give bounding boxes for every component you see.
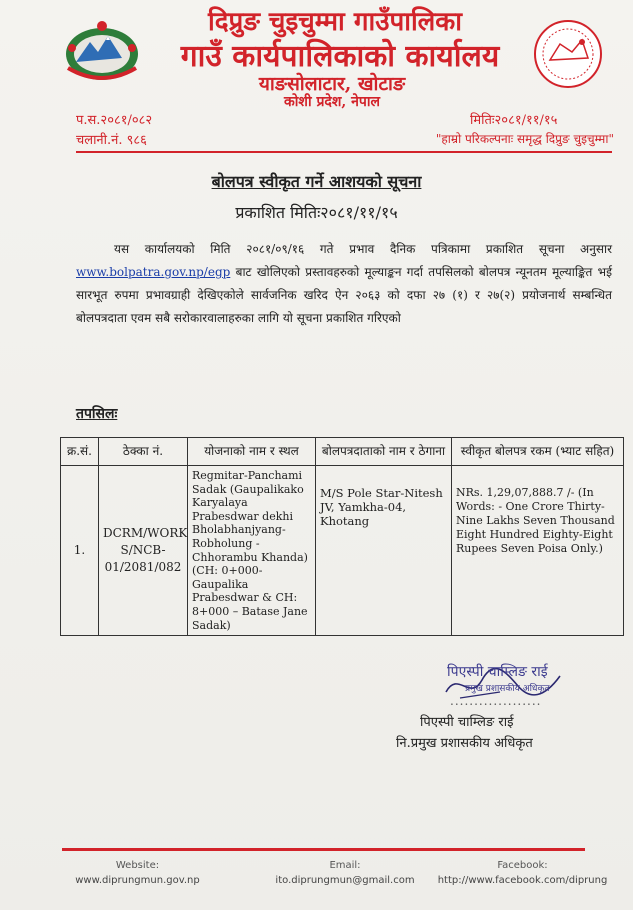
table-row xyxy=(61,466,624,636)
footer-email xyxy=(255,858,435,888)
cell-sn: 1. xyxy=(61,466,99,636)
signatory-name: पिएस्पी चाम्लिङ राई xyxy=(420,715,514,730)
letterhead-municipality-name: दिप्रुङ चुइचुम्मा गाउँपालिका xyxy=(207,7,463,37)
footer-website-link[interactable]: www.diprungmun.gov.np xyxy=(75,875,200,886)
cell-contract-no: DCRM/WORK S/NCB-01/2081/082 xyxy=(99,466,188,636)
municipality-logo-icon xyxy=(532,18,604,90)
letterhead-slogan: "हाम्रो परिकल्पनाः समृद्ध दिप्रुङ चुइचुम्मा" xyxy=(435,132,614,146)
letter-date: मितिः२०८१/११/१५ xyxy=(470,113,558,128)
col-header-bidder: बोलपत्रदाताको नाम र ठेगाना xyxy=(316,438,452,466)
letterhead-province: कोशी प्रदेश, नेपाल xyxy=(284,94,380,110)
letterhead-office-name: गाउँ कार्यपालिकाको कार्यालय xyxy=(180,39,500,74)
dispatch-number: चलानी.नं. ९८६ xyxy=(76,133,147,148)
header-divider xyxy=(76,151,612,153)
cell-project: Regmitar-Panchami Sadak (Gaupalikako Karyalaya Prabesdwar dekhi Bholabhanjyang-Robholung -Chhorambu Khanda) (CH: 0+000- Gaupalika Prabesdwar & CH: 8+000 – Batase Jane Sadak) xyxy=(188,466,316,636)
col-header-project: योजनाको नाम र स्थल xyxy=(188,438,316,466)
schedule-heading: तपसिलः xyxy=(76,406,118,422)
signature-line: ................... xyxy=(450,694,542,708)
letterhead-location: याङसोलाटार, खोटाङ xyxy=(258,73,406,95)
cell-bidder: M/S Pole Star-Nitesh JV, Yamkha-04, Khotang xyxy=(316,466,452,636)
notice-title: बोलपत्र स्वीकृत गर्ने आशयको सूचना xyxy=(211,172,422,191)
notice-published-date: प्रकाशित मितिः२०८१/११/१५ xyxy=(235,203,398,222)
footer-divider xyxy=(62,848,585,851)
cell-amount: NRs. 1,29,07,888.7 /- (In Words: - One Crore Thirty-Nine Lakhs Seven Thousand Eight Hundred Eighty-Eight Rupees Seven Poisa Only.) xyxy=(452,466,624,636)
nepal-emblem-icon xyxy=(62,18,142,84)
signature-stamp-title: प्रमुख प्रशासकीय अधिकृत xyxy=(465,684,550,694)
col-header-sn: क्र.सं. xyxy=(61,438,99,466)
notice-body xyxy=(76,238,612,330)
bolpatra-link[interactable]: www.bolpatra.gov.np/egp xyxy=(76,265,231,279)
col-header-contract: ठेक्का नं. xyxy=(99,438,188,466)
footer-email-link[interactable]: ito.diprungmun@gmail.com xyxy=(275,875,415,886)
footer-facebook-link[interactable]: http://www.facebook.com/diprung xyxy=(437,875,608,886)
footer-website xyxy=(60,858,215,888)
footer-facebook-label: Facebook: xyxy=(497,860,548,871)
footer-website-label: Website: xyxy=(115,860,160,871)
notice-body-intro: यस कार्यालयको मिति २०८१/०९/१६ गते प्रभाव दैनिक पत्रिकामा प्रकाशित सूचना अनुसार xyxy=(114,242,612,256)
notice-body-rest: बाट खोलिएको प्रस्तावहरुको मूल्याङ्कन गर्दा तपसिलको बोलपत्र न्यूनतम मूल्याङ्कित भई सारभूत रुपमा प्रभावग्राही देखिएकोले सार्वजनिक खरिद ऐन २०६३ को दफा २७ (१) र २७(२) प्रयोजनार्थ सम्बन्धित बोलपत्रदाता एवम सबै सरोकारवालाहरुका लागि यो सूचना प्रकाशित गरिएको xyxy=(76,265,612,325)
table-header-row xyxy=(61,438,624,466)
col-header-amount: स्वीकृत बोलपत्र रकम (भ्याट सहित) xyxy=(452,438,624,466)
footer-facebook xyxy=(435,858,610,888)
bid-table xyxy=(60,437,624,636)
signature-stamp-name: पिएस्पी चाम्लिङ राई xyxy=(447,664,548,680)
reference-number: प.स.२०८१/०८२ xyxy=(76,113,153,128)
footer-email-label: Email: xyxy=(329,860,361,871)
signatory-title: नि.प्रमुख प्रशासकीय अधिकृत xyxy=(396,736,533,751)
